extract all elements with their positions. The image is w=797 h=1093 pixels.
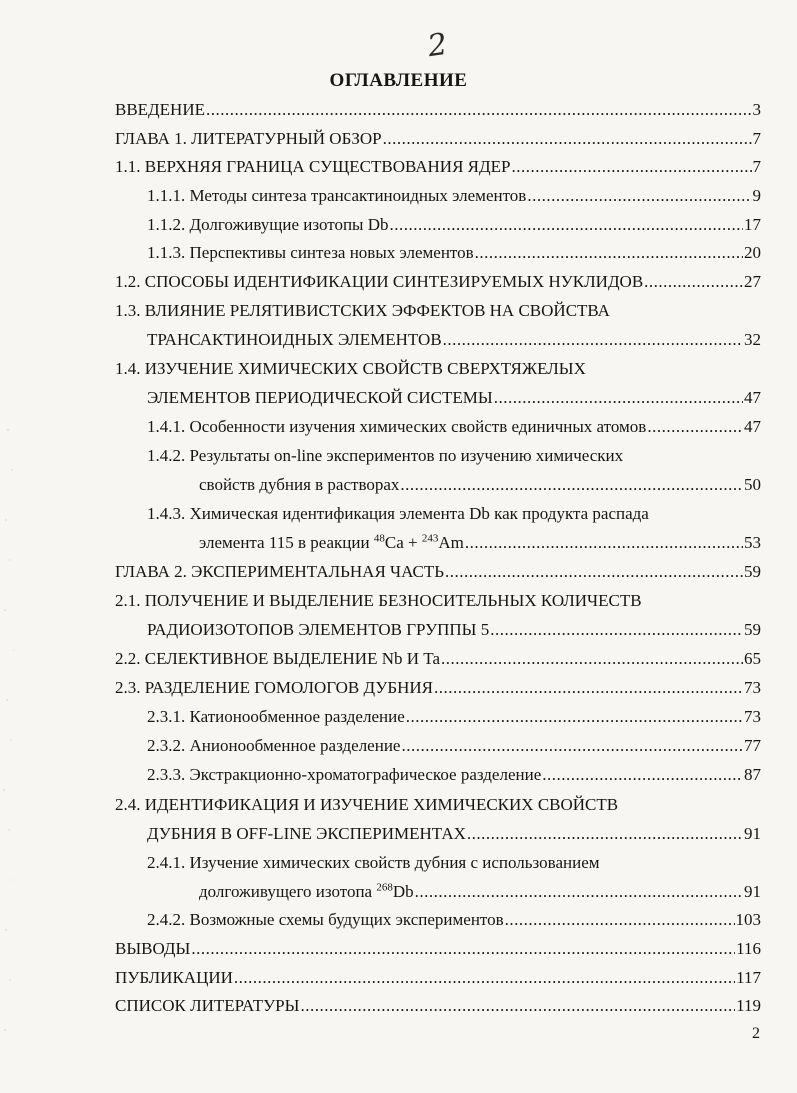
toc-leader-dots <box>527 186 751 206</box>
toc-entry-chapter-2[interactable] <box>115 562 761 582</box>
toc-entry-title: 1.1.3. Перспективы синтеза новых элементов <box>147 243 474 262</box>
toc-entry-1-4-3[interactable] <box>199 533 761 553</box>
toc-leader-dots <box>542 765 743 785</box>
toc-entry-title <box>199 882 414 902</box>
toc-entry-2-3-2[interactable] <box>147 736 761 756</box>
toc-entry-1-1[interactable] <box>115 157 761 177</box>
toc-entry-page: 59 <box>744 562 761 581</box>
toc-leader-dots <box>644 272 743 292</box>
toc-entry-title: 1.1. ВЕРХНЯЯ ГРАНИЦА СУЩЕСТВОВАНИЯ ЯДЕР <box>115 157 511 176</box>
toc-entry-page: 53 <box>744 533 761 552</box>
toc-entry-page: 91 <box>744 824 761 843</box>
toc-entry-page: 32 <box>744 330 761 349</box>
toc-entry-page: 65 <box>744 649 761 668</box>
toc-entry-title: ВЫВОДЫ <box>115 939 191 958</box>
toc-entry-2-3-3[interactable] <box>147 765 761 785</box>
toc-entry-page: 7 <box>752 157 761 176</box>
toc-text-part: долгоживущего изотопа <box>199 882 377 901</box>
toc-entry-publications[interactable] <box>115 968 761 988</box>
toc-leader-dots <box>191 939 735 959</box>
mass-number-superscript: 48 <box>373 532 385 545</box>
toc-entry-title: 1.4.1. Особенности изучения химических свойств единичных атомов <box>147 417 647 436</box>
toc-leader-dots <box>415 882 743 902</box>
toc-title: ОГЛАВЛЕНИЕ <box>329 70 468 91</box>
toc-entry-introduction[interactable] <box>115 100 761 120</box>
mass-number-superscript: 268 <box>376 881 393 894</box>
toc-entry-title: ЭЛЕМЕНТОВ ПЕРИОДИЧЕСКОЙ СИСТЕМЫ <box>147 388 493 407</box>
toc-entry-title: ВВЕДЕНИЕ <box>115 100 205 119</box>
toc-entry-title: 2.3. РАЗДЕЛЕНИЕ ГОМОЛОГОВ ДУБНИЯ <box>115 678 434 697</box>
toc-entry-references[interactable] <box>115 996 761 1016</box>
toc-entry-page: 116 <box>736 939 761 958</box>
toc-entry-page: 87 <box>744 765 761 784</box>
toc-entry-2-4-1[interactable] <box>199 882 761 902</box>
toc-entry-2-2[interactable] <box>115 649 761 669</box>
toc-entry-title: 2.2. СЕЛЕКТИВНОЕ ВЫДЕЛЕНИЕ Nb И Ta <box>115 649 441 668</box>
toc-leader-dots <box>441 649 743 669</box>
toc-leader-dots <box>467 824 743 844</box>
toc-entry-page: 103 <box>735 910 761 929</box>
toc-entry-title: ГЛАВА 2. ЭКСПЕРИМЕНТАЛЬНАЯ ЧАСТЬ <box>115 562 445 581</box>
toc-entry-page: 47 <box>744 388 761 407</box>
toc-leader-dots <box>400 475 743 495</box>
toc-entry-title: ГЛАВА 1. ЛИТЕРАТУРНЫЙ ОБЗОР <box>115 129 382 148</box>
toc-leader-dots <box>206 100 752 120</box>
toc-entry-page: 73 <box>744 707 761 726</box>
toc-leader-dots <box>647 417 743 437</box>
toc-entry-title: ПУБЛИКАЦИИ <box>115 968 233 987</box>
toc-entry-1-4-line1[interactable]: 1.4. ИЗУЧЕНИЕ ХИМИЧЕСКИХ СВОЙСТВ СВЕРХТЯЖЕЛЫХ <box>115 359 586 378</box>
toc-entry-page: 3 <box>752 100 761 119</box>
toc-leader-dots <box>383 129 752 149</box>
toc-leader-dots <box>300 996 735 1016</box>
toc-leader-dots <box>511 157 751 177</box>
toc-leader-dots <box>505 910 735 930</box>
toc-entry-1-4-2-line1[interactable]: 1.4.2. Результаты on-line экспериментов по изучению химических <box>147 446 624 465</box>
mass-number-superscript: 243 <box>421 532 439 545</box>
toc-entry-2-3[interactable] <box>115 678 761 698</box>
toc-entry-1-4-3-line1[interactable]: 1.4.3. Химическая идентификация элемента Db как продукта распада <box>147 504 649 523</box>
toc-entry-title: СПИСОК ЛИТЕРАТУРЫ <box>115 996 300 1015</box>
toc-entry-title: ДУБНИЯ В OFF-LINE ЭКСПЕРИМЕНТАХ <box>147 824 466 843</box>
toc-leader-dots <box>494 388 743 408</box>
toc-entry-title: 1.1.2. Долгоживущие изотопы Db <box>147 215 389 234</box>
toc-entry-title: свойств дубния в растворах <box>199 475 400 494</box>
scan-noise <box>0 0 40 1093</box>
toc-entry-2-3-1[interactable] <box>147 707 761 727</box>
toc-entry-1-4-1[interactable] <box>147 417 761 437</box>
toc-leader-dots <box>465 533 743 553</box>
toc-entry-page: 117 <box>736 968 761 987</box>
toc-leader-dots <box>401 736 743 756</box>
toc-entry-2-1[interactable] <box>147 620 761 640</box>
toc-entry-page: 73 <box>744 678 761 697</box>
toc-leader-dots <box>475 243 743 263</box>
toc-entry-title: РАДИОИЗОТОПОВ ЭЛЕМЕНТОВ ГРУППЫ 5 <box>147 620 490 639</box>
toc-entry-1-1-3[interactable] <box>147 243 761 263</box>
toc-entry-1-4-2[interactable] <box>199 475 761 495</box>
toc-entry-page: 91 <box>744 882 761 901</box>
toc-leader-dots <box>490 620 743 640</box>
handwritten-page-mark: 2 <box>425 26 450 65</box>
toc-entry-1-1-2[interactable] <box>147 215 761 235</box>
toc-entry-2-4-line1[interactable]: 2.4. ИДЕНТИФИКАЦИЯ И ИЗУЧЕНИЕ ХИМИЧЕСКИХ СВОЙСТВ <box>115 795 619 814</box>
toc-entry-page: 17 <box>744 215 761 234</box>
toc-entry-page: 77 <box>744 736 761 755</box>
toc-leader-dots <box>443 330 743 350</box>
toc-entry-page: 59 <box>744 620 761 639</box>
toc-entry-title <box>199 533 464 553</box>
toc-entry-2-4-1-line1[interactable]: 2.4.1. Изучение химических свойств дубния с использованием <box>147 853 600 872</box>
toc-entry-title: 2.4.2. Возможные схемы будущих экспериментов <box>147 910 504 929</box>
toc-entry-2-4[interactable] <box>147 824 761 844</box>
toc-entry-page: 9 <box>752 186 761 205</box>
toc-leader-dots <box>434 678 743 698</box>
toc-entry-page: 50 <box>744 475 761 494</box>
toc-leader-dots <box>390 215 744 235</box>
toc-entry-title: 1.1.1. Методы синтеза трансактиноидных элементов <box>147 186 527 205</box>
toc-entry-1-2[interactable] <box>115 272 761 292</box>
toc-entry-page: 47 <box>744 417 761 436</box>
toc-entry-page: 27 <box>744 272 761 291</box>
toc-entry-2-1-line1[interactable]: 2.1. ПОЛУЧЕНИЕ И ВЫДЕЛЕНИЕ БЕЗНОСИТЕЛЬНЫХ КОЛИЧЕСТВ <box>115 591 642 610</box>
toc-entry-2-4-2[interactable] <box>147 910 761 930</box>
toc-entry-page: 20 <box>744 243 761 262</box>
toc-text-part: Ca + <box>384 533 422 552</box>
toc-entry-chapter-1[interactable] <box>115 129 761 149</box>
toc-text-part: Am <box>438 533 464 552</box>
toc-entry-page: 119 <box>736 996 761 1015</box>
toc-entry-title: ТРАНСАКТИНОИДНЫХ ЭЛЕМЕНТОВ <box>147 330 442 349</box>
toc-leader-dots <box>234 968 735 988</box>
toc-entry-1-1-1[interactable] <box>147 186 761 206</box>
toc-entry-conclusions[interactable] <box>115 939 761 959</box>
toc-entry-title: 2.3.2. Анионообменное разделение <box>147 736 401 755</box>
toc-entry-1-3-line1[interactable]: 1.3. ВЛИЯНИЕ РЕЛЯТИВИСТСКИХ ЭФФЕКТОВ НА СВОЙСТВА <box>115 301 610 320</box>
toc-entry-page: 7 <box>752 129 761 148</box>
toc-entry-title: 1.2. СПОСОБЫ ИДЕНТИФИКАЦИИ СИНТЕЗИРУЕМЫХ НУКЛИДОВ <box>115 272 644 291</box>
toc-leader-dots <box>406 707 743 727</box>
toc-text-part: элемента 115 в реакции <box>199 533 374 552</box>
toc-entry-1-3[interactable] <box>147 330 761 350</box>
toc-entry-title: 2.3.3. Экстракционно-хроматографическое разделение <box>147 765 542 784</box>
toc-entry-title: 2.3.1. Катионообменное разделение <box>147 707 405 726</box>
toc-leader-dots <box>445 562 743 582</box>
toc-entry-1-4[interactable] <box>147 388 761 408</box>
toc-text-part: Db <box>392 882 414 901</box>
page-number: 2 <box>752 1025 760 1042</box>
